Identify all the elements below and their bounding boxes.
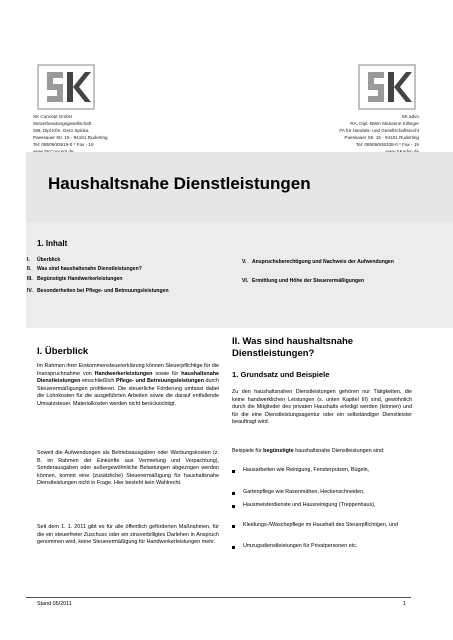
text-run: Beispiele für xyxy=(232,448,264,454)
sk-advo-logo xyxy=(358,64,416,110)
list-item xyxy=(232,502,412,518)
toc-item-2[interactable] xyxy=(27,266,222,274)
section1-paragraph-3: Seit dem 1. 1. 2011 gibt es für alle öffentlich geförderten Maßnahmen, für die ein steuerfreier Zuschuss oder ein zinsverbilligtes Darlehen in Anspruch genommen wird, keine Steuerermäßigung für Handwerkerleistungen mehr. xyxy=(37,524,219,546)
list-item-text: Hausmeisterdienste und Hausreinigung (Treppenhaus), xyxy=(243,502,376,508)
address-line: Steuerberatungsgesellschaft xyxy=(33,121,92,126)
toc-item-label: Anspruchsberechtigung und Nachweis der Aufwendungen xyxy=(252,259,394,265)
address-line: Tel: 08509/936338-0 * Fax - 19 xyxy=(355,142,419,147)
section1-paragraph-2: Soweit die Aufwendungen als Betriebsausgaben oder Werbungskosten (z. B. im Rahmen der Einkünfte aus Vermietung und Verpachtung), Sonderausgaben oder außergewöhnliche Belastungen abgezogen werden können, kommt eine (zusätzliche) Steuerermäßigung für haushaltsnahe Dienstleistungen nicht in Frage. Hier besteht kein Wahlrecht. xyxy=(37,450,219,487)
address-line: Paessauer Str. 15 - 94161 Ruderting xyxy=(344,135,419,140)
toc-heading: 1. Inhalt xyxy=(37,239,68,248)
list-item xyxy=(232,467,412,483)
list-item xyxy=(232,489,412,497)
list-item-text: Gartenpflege wie Rasenmähen, Heckenschneiden, xyxy=(243,489,365,495)
footer-divider xyxy=(26,597,411,598)
list-item xyxy=(232,522,412,538)
text-run-bold: begünstigte xyxy=(263,448,294,454)
sk-concept-logo xyxy=(37,64,95,110)
bullet-icon xyxy=(232,492,235,495)
bullet-icon xyxy=(232,505,235,508)
footer-status: Stand 05/2011 xyxy=(37,601,72,607)
section-heading-haushaltsnahe: II. Was sind haushaltsnahe Dienstleistungen? xyxy=(232,336,354,359)
text-run-bold: haushaltsnahe Dienstleistungen xyxy=(37,370,220,385)
toc-item-number: V. xyxy=(242,259,247,265)
list-item xyxy=(232,543,412,551)
bullet-icon xyxy=(232,525,235,528)
toc-box xyxy=(26,222,453,328)
address-line: FA für Handels- und Gesellschaftsrecht xyxy=(339,128,419,133)
text-run-bold: Handwerkerleistungen xyxy=(94,370,153,377)
toc-item-number: VI. xyxy=(242,278,249,284)
toc-item-label: Besonderheiten bei Pflege- und Betreuungsleistungen xyxy=(37,288,169,294)
list-item-text: Kleidungs-/Wäschepflege im Haushalt des Steuerpflichtigen, und xyxy=(243,522,398,528)
toc-item-label: Was sind haushaltsnahe Dienstleistungen? xyxy=(37,266,142,272)
section-heading-ueberblick: I. Überblick xyxy=(37,346,89,357)
toc-item-label: Überblick xyxy=(37,257,61,263)
text-run-bold: Pflege- und Betreuungsleistungen xyxy=(115,378,204,385)
address-line: StB, Dipl.Kfm. Gero Spinka xyxy=(33,128,89,133)
bullet-icon xyxy=(232,470,235,473)
address-line: Tel: 08509/93619-0 * Fax - 19 xyxy=(33,142,94,147)
page-number: 1 xyxy=(403,601,406,607)
section2-paragraph-2 xyxy=(232,448,412,456)
section1-paragraph-1 xyxy=(37,363,219,409)
address-line: SK advo xyxy=(401,114,419,119)
toc-item-5[interactable] xyxy=(242,259,427,267)
toc-item-4[interactable] xyxy=(27,288,177,296)
list-item-text: Umzugsdienstleistungen für Privatpersonen etc. xyxy=(243,543,358,549)
text-run: haushaltsnahe Dienstleistungen sind: xyxy=(293,448,385,454)
address-line: Paessauer Str. 15 - 94161 Ruderting xyxy=(33,135,108,140)
toc-item-label: Ermittlung und Höhe der Steuerermäßigungen xyxy=(252,278,365,284)
text-run: Im Rahmen ihrer Einkommensteuererklärung können Steuerpflichtige für die Inanspruchnahme von xyxy=(37,363,219,377)
bullet-icon xyxy=(232,546,235,549)
list-item-text: Hausarbeiten wie Reinigung, Fensterputzen, Bügeln, xyxy=(243,467,370,473)
text-run: durch Steuerermäßigungen profitieren. Die steuerliche Förderung umfasst dabei die Lohnkosten für die ausgeführten Arbeiten sowie die darauf entfallende Umsatzsteuer. Materialkosten werden nicht berücksichtigt. xyxy=(37,378,219,407)
text-run: sowie für xyxy=(152,370,182,377)
toc-item-1[interactable] xyxy=(27,257,222,265)
toc-item-number: I. xyxy=(27,257,30,263)
toc-item-number: IV. xyxy=(27,288,33,294)
toc-item-3[interactable] xyxy=(27,276,222,284)
toc-item-number: III. xyxy=(27,276,33,282)
toc-item-6[interactable] xyxy=(242,278,442,286)
subsection-heading-grundsatz: 1. Grundsatz und Beispiele xyxy=(232,370,330,379)
text-run: einschließlich xyxy=(80,378,116,385)
address-line: SK Concept GmbH xyxy=(33,114,73,119)
address-line: RA, Dipl.-BWin Marianne Killinger xyxy=(350,121,419,126)
section2-paragraph-1: Zu den haushaltsnahen Dienstleistungen gehören nur Tätigkeiten, die keine handwerklichen Leistungen (s. unten Kapitel III) sind, gewöhnlich durch die Mitglieder des privaten Haushalts erledigt werden (können) und für die eine Dienstleistungsagentur oder ein selbständiger Dienstleister beauftragt wird. xyxy=(232,389,412,426)
toc-item-label: Begünstigte Handwerkerleistungen xyxy=(37,276,123,282)
page-title: Haushaltsnahe Dienstleistungen xyxy=(48,174,311,193)
toc-item-number: II. xyxy=(27,266,32,272)
